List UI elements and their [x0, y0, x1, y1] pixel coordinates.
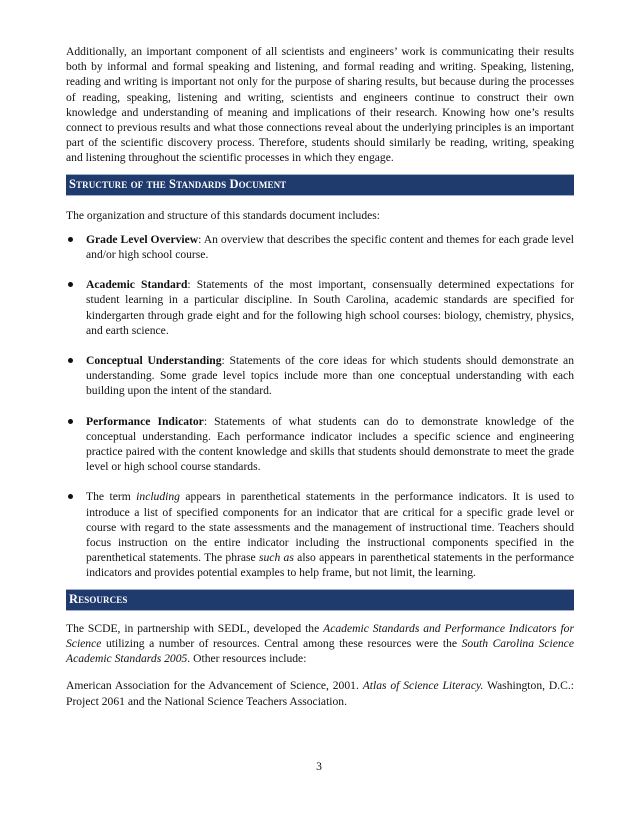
resources-text: utilizing a number of resources. Central among these resources were the: [101, 636, 462, 650]
intro-paragraph: Additionally, an important component of all scientists and engineers’ work is communicating their results both by informal and formal speaking and listening, and formal reading and writing. Speaking, listening, reading and writing is important not only for the purpose of sharing results, but because during the processes of reading, speaking, listening and writing, scientists and engineers continue to construct their own knowledge and understanding of meaning and implications of their research. Knowing how one’s results connect to previous results and what those connections reveal about the underlying principles is an important part of the scientific discovery process. Therefore, students should similarly be reading, writing, speaking and listening throughout the scientific processes in which they engage.: [66, 45, 574, 165]
list-item-text: also appears in parenthetical statements in the performance indicators and provides potential examples to help frame, but not limit, the learning.: [86, 551, 574, 580]
section-heading-structure-text: Structure of the Standards Document: [69, 177, 287, 192]
structure-list: [66, 232, 574, 581]
emphasis-text: Academic Standards and Performance Indicators for Science: [66, 621, 574, 650]
bullet-icon: [68, 282, 73, 287]
bullet-icon: [68, 419, 73, 424]
reference-text: Washington, D.C.: Project 2061 and the National Science Teachers Association.: [66, 679, 574, 708]
structure-lead: The organization and structure of this standards document includes:: [66, 208, 381, 222]
reference-title: Atlas of Science Literacy.: [362, 679, 484, 693]
list-item-text: The term: [86, 490, 137, 504]
list-item-term: Academic Standard: [86, 278, 188, 292]
list-item: [66, 489, 574, 580]
list-item: [66, 277, 574, 338]
list-item-text: appears in parenthetical statements in the performance indicators. It is used to introduce a list of specified components for an indicator that are critical for a specific grade level or course with regard to the state assessments and the management of instructional time. Teachers should focus instruction on the entire indicator including the instructional components specified in the parenthetical statements. The phrase: [86, 490, 574, 565]
emphasis-text: South Carolina Science Academic Standards 2005: [66, 636, 574, 666]
emphasis-text: including: [136, 490, 180, 504]
list-item-term: Conceptual Understanding: [86, 354, 222, 368]
reference-text: American Association for the Advancement of Science, 2001.: [66, 679, 363, 693]
bullet-icon: [68, 358, 73, 363]
emphasis-text: such as: [259, 551, 294, 565]
resources-text: . Other resources include:: [187, 652, 307, 666]
resources-text: The SCDE, in partnership with SEDL, developed the: [66, 621, 324, 635]
list-item-text: : Statements of the most important, consensually determined expectations for student learning in a particular discipline. In South Carolina, academic standards are specified for kindergarten through grade eight and for the following high school courses: biology, chemistry, physics, and earth science.: [86, 278, 574, 337]
section-heading-resources-text: Resources: [69, 592, 128, 607]
page-number: 3: [316, 760, 322, 773]
list-item-term: Grade Level Overview: [86, 232, 199, 246]
bullet-icon: [68, 494, 73, 499]
bullet-icon: [68, 237, 73, 242]
reference-entry: [66, 678, 574, 708]
list-item-term: Performance Indicator: [86, 414, 204, 428]
document-page: [66, 44, 574, 709]
list-item: [66, 232, 574, 262]
list-item-text: : Statements of what students can do to demonstrate knowledge of the conceptual understanding. Each performance indicator includes a specific science and engineering practice paired with the content knowledge and skills that students should demonstrate to meet the grade level or high school course standards.: [86, 414, 574, 474]
list-item: [66, 414, 574, 475]
resources-paragraph: [66, 621, 574, 667]
list-item-text: : Statements of the core ideas for which students should demonstrate an understanding. Some grade level topics include more than one conceptual understanding with each building upon the intent of the standard.: [86, 354, 574, 398]
list-item: [66, 353, 574, 399]
list-item-text: : An overview that describes the specific content and themes for each grade level and/or high school course.: [86, 232, 574, 262]
section-heading-structure: [66, 174, 574, 196]
section-heading-resources: [66, 589, 574, 611]
